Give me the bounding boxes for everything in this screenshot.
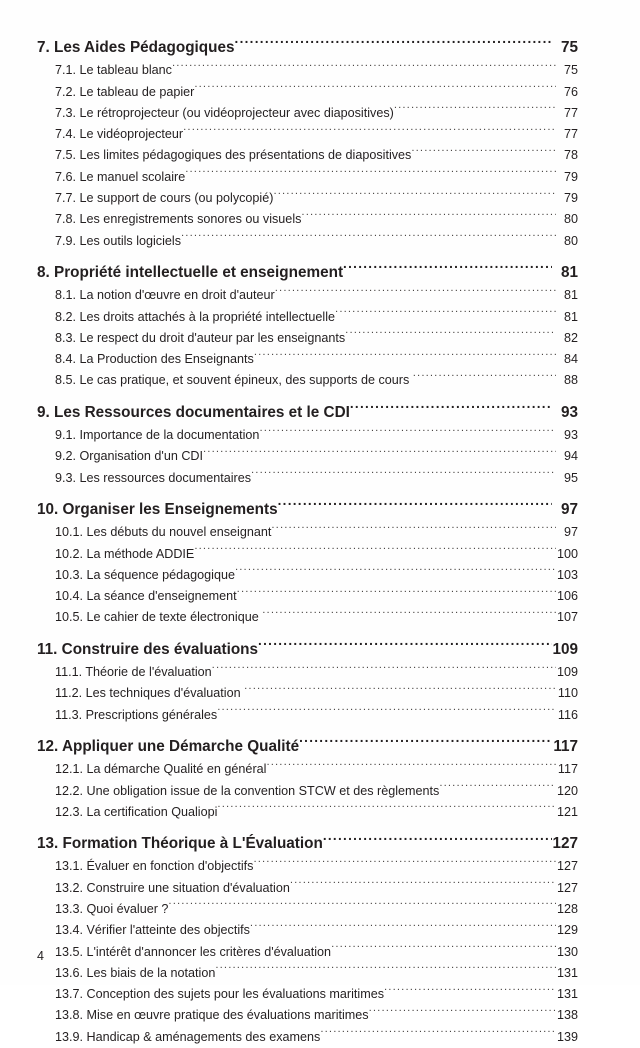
toc-dot-leader	[217, 706, 556, 719]
toc-entry-label: 9.3. Les ressources documentaires	[55, 470, 252, 485]
toc-subentry[interactable]	[37, 942, 578, 963]
toc-dot-leader	[335, 308, 556, 321]
toc-entry-label: 13.4. Vérifier l'atteinte des objectifs	[55, 923, 250, 938]
toc-page-number: 77	[563, 105, 578, 120]
toc-page-number: 76	[563, 84, 578, 99]
toc-entry-label: 13.7. Conception des sujets pour les évaluations maritimes	[55, 987, 385, 1002]
toc-entry-label: 13.9. Handicap & aménagements des examens	[55, 1029, 321, 1044]
toc-page-number: 94	[563, 449, 578, 464]
toc-entry-label: 7.4. Le vidéoprojecteur	[55, 127, 184, 142]
toc-subentry[interactable]	[37, 209, 578, 230]
toc-heading-entry[interactable]	[37, 261, 578, 285]
toc-dot-leader	[262, 609, 556, 622]
toc-dot-leader	[194, 83, 556, 96]
toc-dot-leader	[384, 986, 556, 999]
toc-page-number: 78	[563, 148, 578, 163]
toc-entry-label: 7.1. Le tableau blanc	[55, 63, 172, 78]
toc-section-group	[37, 735, 578, 823]
toc-subentry[interactable]	[37, 878, 578, 899]
toc-entry-label: 11.1. Théorie de l'évaluation	[55, 665, 212, 680]
toc-subentry[interactable]	[37, 899, 578, 920]
toc-page-number: 97	[560, 500, 578, 518]
toc-page-number: 100	[556, 546, 578, 561]
toc-subentry[interactable]	[37, 307, 578, 328]
toc-subentry[interactable]	[37, 1005, 578, 1026]
toc-subentry[interactable]	[37, 167, 578, 188]
toc-dot-leader	[194, 545, 556, 558]
toc-entry-label: 7. Les Aides Pédagogiques	[37, 39, 235, 56]
toc-dot-leader	[290, 879, 556, 892]
toc-page-number: 128	[556, 901, 578, 916]
toc-page-number: 109	[552, 640, 578, 658]
toc-subentry[interactable]	[37, 188, 578, 209]
toc-dot-leader	[250, 922, 556, 935]
toc-entry-label: 12.2. Une obligation issue de la convention STCW et des règlements	[55, 783, 440, 798]
toc-dot-leader	[301, 211, 556, 224]
toc-dot-leader	[320, 1028, 556, 1041]
toc-entry-label: 7.3. Le rétroprojecteur (ou vidéoprojecteur avec diapositives)	[55, 105, 394, 120]
toc-entry-label: 8. Propriété intellectuelle et enseignement	[37, 263, 344, 281]
toc-subentry[interactable]	[37, 781, 578, 802]
toc-page-number: 117	[553, 737, 578, 755]
toc-heading-entry[interactable]	[37, 735, 578, 759]
toc-dot-leader	[212, 663, 556, 676]
toc-entry-label: 10. Organiser les Enseignements	[37, 500, 278, 518]
toc-subentry[interactable]	[37, 328, 578, 349]
toc-heading-entry[interactable]	[37, 36, 578, 60]
toc-page-number: 139	[556, 1029, 578, 1044]
toc-page-number: 106	[556, 589, 578, 604]
toc-page-number: 97	[563, 525, 578, 540]
toc-heading-entry[interactable]	[37, 401, 578, 425]
toc-dot-leader	[413, 372, 556, 385]
toc-subentry[interactable]	[37, 586, 578, 607]
toc-dot-leader	[323, 833, 552, 848]
toc-page-number: 75	[563, 63, 578, 78]
toc-section-group	[37, 638, 578, 726]
toc-subentry[interactable]	[37, 662, 578, 683]
toc-subentry[interactable]	[37, 705, 578, 726]
toc-dot-leader	[237, 588, 556, 601]
toc-page-number: 93	[560, 403, 578, 421]
toc-subentry[interactable]	[37, 544, 578, 565]
toc-subentry[interactable]	[37, 370, 578, 391]
toc-page-number: 81	[560, 263, 578, 281]
toc-dot-leader	[271, 524, 556, 537]
toc-dot-leader	[411, 147, 556, 160]
toc-entry-label: 7.2. Le tableau de papier	[55, 84, 195, 99]
toc-heading-entry[interactable]	[37, 498, 578, 522]
toc-subentry[interactable]	[37, 231, 578, 252]
toc-section-group	[37, 401, 578, 489]
toc-entry-label: 7.6. Le manuel scolaire	[55, 169, 186, 184]
toc-dot-leader	[217, 803, 556, 816]
toc-page-number: 80	[563, 233, 578, 248]
toc-entry-label: 13.6. Les biais de la notation	[55, 965, 216, 980]
toc-subentry[interactable]	[37, 565, 578, 586]
toc-subentry[interactable]	[37, 60, 578, 81]
toc-page-number: 81	[563, 309, 578, 324]
toc-page-number: 131	[556, 987, 578, 1002]
toc-dot-leader	[172, 62, 556, 75]
toc-entry-label: 12.3. La certification Qualiopi	[55, 804, 218, 819]
toc-dot-leader	[273, 189, 556, 202]
toc-dot-leader	[183, 126, 556, 139]
toc-dot-leader	[350, 401, 552, 416]
toc-subentry[interactable]	[37, 425, 578, 446]
toc-section-group	[37, 498, 578, 629]
toc-dot-leader	[345, 329, 556, 342]
toc-entry-label: 12. Appliquer une Démarche Qualité	[37, 737, 300, 755]
toc-page-number: 107	[556, 610, 578, 625]
toc-entry-label: 13.5. L'intérêt d'annoncer les critères d'évaluation	[55, 944, 332, 959]
toc-page-number: 77	[563, 127, 578, 142]
toc-page-number: 120	[556, 783, 578, 798]
toc-page-number: 103	[556, 567, 578, 582]
toc-page-number: 131	[556, 965, 578, 980]
toc-entry-label: 7.7. Le support de cours (ou polycopié)	[55, 191, 274, 206]
toc-subentry[interactable]	[37, 856, 578, 877]
toc-page-number: 138	[556, 1008, 578, 1023]
toc-page-number: 81	[563, 288, 578, 303]
toc-subentry[interactable]	[37, 1027, 578, 1048]
toc-dot-leader	[235, 37, 552, 52]
toc-entry-label: 7.9. Les outils logiciels	[55, 233, 182, 248]
toc-entry-label: 11. Construire des évaluations	[37, 640, 259, 658]
toc-dot-leader	[258, 638, 552, 653]
toc-entry-label: 7.5. Les limites pédagogiques des présentations de diapositives	[55, 148, 412, 163]
toc-section-group	[37, 832, 578, 1048]
toc-page-number: 127	[552, 835, 578, 853]
toc-entry-label: 8.5. Le cas pratique, et souvent épineux, des supports de cours	[55, 373, 410, 388]
toc-entry-label: 9. Les Ressources documentaires et le CDI	[37, 403, 350, 421]
toc-entry-label: 10.5. Le cahier de texte électronique	[55, 610, 259, 625]
toc-subentry[interactable]	[37, 522, 578, 543]
toc-dot-leader	[251, 469, 556, 482]
toc-subentry[interactable]	[37, 124, 578, 145]
toc-section-group	[37, 261, 578, 392]
toc-entry-label: 13.2. Construire une situation d'évaluation	[55, 880, 290, 895]
toc-entry-label: 10.1. Les débuts du nouvel enseignant	[55, 525, 272, 540]
toc-dot-leader	[253, 858, 556, 871]
toc-page-number: 109	[556, 665, 578, 680]
toc-subentry[interactable]	[37, 349, 578, 370]
toc-page-number: 121	[556, 804, 578, 819]
toc-page-number: 127	[556, 859, 578, 874]
toc-entry-label: 8.3. Le respect du droit d'auteur par les enseignants	[55, 330, 346, 345]
toc-entry-label: 11.3. Prescriptions générales	[55, 707, 218, 722]
toc-dot-leader	[439, 782, 556, 795]
toc-section-group	[37, 36, 578, 252]
toc-subentry[interactable]	[37, 82, 578, 103]
toc-entry-label: 13.1. Évaluer en fonction d'objectifs	[55, 859, 254, 874]
toc-subentry[interactable]	[37, 984, 578, 1005]
toc-dot-leader	[299, 736, 552, 751]
toc-page-number: 79	[563, 191, 578, 206]
page-number-footer: 4	[37, 948, 44, 963]
toc-dot-leader	[275, 287, 556, 300]
toc-entry-label: 10.4. La séance d'enseignement	[55, 589, 237, 604]
toc-entry-label: 8.2. Les droits attachés à la propriété intellectuelle	[55, 309, 336, 324]
toc-subentry[interactable]	[37, 920, 578, 941]
toc-page-number: 93	[563, 428, 578, 443]
toc-page-number: 75	[560, 39, 578, 56]
toc-subentry[interactable]	[37, 683, 578, 704]
toc-page-number: 95	[563, 470, 578, 485]
toc-entry-label: 13.3. Quoi évaluer ?	[55, 901, 169, 916]
toc-subentry[interactable]	[37, 759, 578, 780]
toc-page-number: 130	[556, 944, 578, 959]
toc-dot-leader	[203, 448, 556, 461]
toc-subentry[interactable]	[37, 802, 578, 823]
toc-dot-leader	[369, 1007, 556, 1020]
toc-dot-leader	[331, 943, 556, 956]
toc-dot-leader	[244, 685, 556, 698]
toc-heading-entry[interactable]	[37, 638, 578, 662]
toc-dot-leader	[343, 262, 552, 277]
toc-subentry[interactable]	[37, 607, 578, 628]
toc-entry-label: 8.1. La notion d'œuvre en droit d'auteur	[55, 288, 275, 303]
toc-entry-label: 13. Formation Théorique à L'Évaluation	[37, 835, 323, 853]
toc-dot-leader	[394, 104, 556, 117]
table-of-contents	[37, 36, 578, 1048]
toc-page-number: 82	[563, 330, 578, 345]
toc-page-number: 127	[556, 880, 578, 895]
toc-subentry[interactable]	[37, 285, 578, 306]
toc-subentry[interactable]	[37, 145, 578, 166]
toc-page-number: 79	[563, 169, 578, 184]
toc-dot-leader	[259, 426, 556, 439]
toc-subentry[interactable]	[37, 468, 578, 489]
toc-page-number: 117	[557, 762, 578, 777]
toc-dot-leader	[266, 761, 556, 774]
toc-page-number: 129	[556, 923, 578, 938]
toc-entry-label: 10.2. La méthode ADDIE	[55, 546, 195, 561]
toc-page-number: 116	[557, 707, 578, 722]
toc-dot-leader	[235, 566, 556, 579]
toc-heading-entry[interactable]	[37, 832, 578, 856]
toc-entry-label: 13.8. Mise en œuvre pratique des évaluations maritimes	[55, 1008, 369, 1023]
toc-entry-label: 10.3. La séquence pédagogique	[55, 567, 235, 582]
toc-page-number: 110	[557, 686, 578, 701]
toc-entry-label: 9.2. Organisation d'un CDI	[55, 449, 204, 464]
toc-entry-label: 11.2. Les techniques d'évaluation	[55, 686, 241, 701]
toc-dot-leader	[181, 232, 556, 245]
toc-dot-leader	[185, 168, 556, 181]
toc-page-number: 84	[563, 352, 578, 367]
toc-subentry[interactable]	[37, 446, 578, 467]
toc-dot-leader	[215, 964, 556, 977]
toc-page-number: 80	[563, 212, 578, 227]
toc-dot-leader	[168, 900, 556, 913]
toc-entry-label: 7.8. Les enregistrements sonores ou visuels	[55, 212, 302, 227]
toc-page-number: 88	[563, 373, 578, 388]
toc-entry-label: 8.4. La Production des Enseignants	[55, 352, 254, 367]
toc-entry-label: 9.1. Importance de la documentation	[55, 428, 260, 443]
toc-dot-leader	[254, 351, 556, 364]
toc-entry-label: 12.1. La démarche Qualité en général	[55, 762, 267, 777]
toc-subentry[interactable]	[37, 103, 578, 124]
toc-subentry[interactable]	[37, 963, 578, 984]
toc-dot-leader	[278, 499, 552, 514]
